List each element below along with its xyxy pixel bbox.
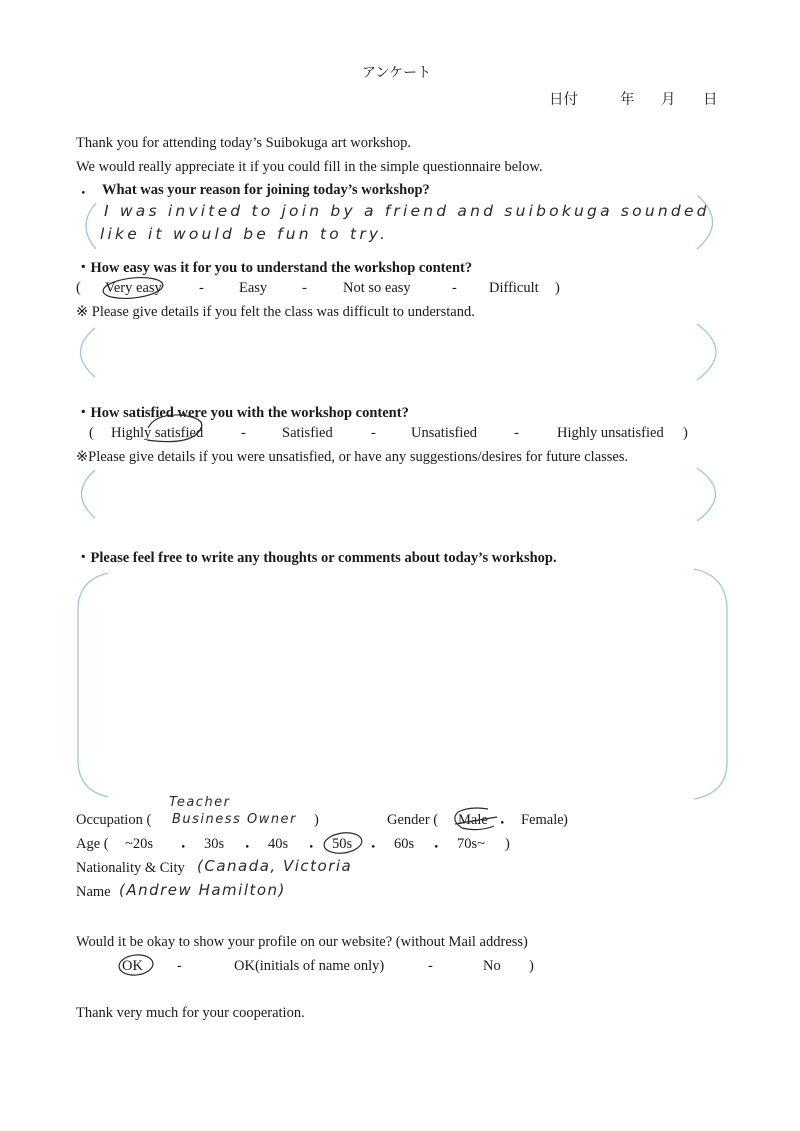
q2-option-easy[interactable]: Easy [239,280,268,296]
occupation-label: Occupation ( [76,812,152,828]
form-title: アンケート [362,66,432,81]
website-option-no[interactable]: No [483,958,501,974]
q4-left-bracket [78,573,108,797]
website-selected-circle [118,953,154,976]
intro-line-2: We would really appreciate it if you could fill in the simple questionnaire below. [76,159,543,175]
age-dot: ・ [240,840,255,856]
gender-dot: ・ [495,816,510,832]
gender-label: Gender ( [387,812,439,828]
q3-open-paren: ( [89,425,94,441]
age-dot: ・ [304,840,319,856]
website-separator: - [177,958,182,974]
q2-option-difficult[interactable]: Difficult [489,280,539,296]
gender-option-female[interactable]: Female [521,812,564,828]
gender-option-male[interactable]: Male [458,812,488,828]
occupation-answer-line-2[interactable]: Business Owner [172,812,297,827]
website-close-paren: ) [529,958,534,974]
q3-option-highly-satisfied[interactable]: Highly satisfied [111,425,204,441]
q3-separator: - [241,425,246,441]
q2-separator: - [452,280,457,296]
age-close-paren: ) [505,836,510,852]
age-label: Age ( [76,836,109,852]
q1-left-bracket [86,203,96,249]
q3-separator: - [371,425,376,441]
q2-note: ※ Please give details if you felt the class was difficult to understand. [76,304,475,320]
q2-question: ・How easy was it for you to understand the workshop content? [76,260,473,276]
q2-right-bracket [697,324,716,380]
q3-close-paren: ) [683,425,688,441]
q2-close-paren: ) [555,280,560,296]
q3-right-bracket [697,468,716,521]
age-option-50s[interactable]: 50s [332,836,353,852]
nationality-answer[interactable]: (Canada, Victoria [197,857,353,875]
q3-option-unsatisfied[interactable]: Unsatisfied [411,425,478,441]
occupation-answer-line-1[interactable]: Teacher [169,795,231,810]
q3-option-satisfied[interactable]: Satisfied [282,425,333,441]
age-dot: ・ [429,840,444,856]
age-option-40s[interactable]: 40s [268,836,289,852]
q3-selected-circle [147,415,202,442]
nationality-label: Nationality & City [76,860,185,876]
q3-option-highly-unsatisfied[interactable]: Highly unsatisfied [557,425,664,441]
q3-left-bracket [82,470,96,518]
name-answer[interactable]: (Andrew Hamilton) [119,881,286,899]
q1-question: What was your reason for joining today’s workshop? [102,182,430,198]
name-label: Name [76,884,111,900]
footer-thanks: Thank very much for your cooperation. [76,1005,305,1021]
q1-bullet: ・ [76,186,91,202]
male-strike [455,817,497,824]
q2-option-very-easy[interactable]: Very easy [105,280,162,296]
website-question: Would it be okay to show your profile on our website? (without Mail address) [76,934,528,950]
website-option-initials[interactable]: OK(initials of name only) [234,958,385,974]
q2-separator: - [199,280,204,296]
day-label: 日 [703,92,718,108]
q1-right-bracket [697,195,713,249]
intro-line-1: Thank you for attending today’s Suibokuga art workshop. [76,135,412,151]
year-label: 年 [620,92,635,108]
occupation-close-paren: ) [314,812,319,828]
age-option-60s[interactable]: 60s [394,836,415,852]
age-option-70s[interactable]: 70s~ [457,836,485,852]
q1-answer-line-2[interactable]: like it would be fun to try. [100,225,389,243]
age-dot: ・ [176,840,191,856]
age-dot: ・ [366,840,381,856]
gender-close-paren: ) [563,812,568,828]
q4-right-bracket [694,569,727,799]
q1-answer-line-1[interactable]: I was invited to join by a friend and suibokuga sounded [104,202,710,220]
q3-question: ・How satisfied were you with the workshop content? [76,405,409,421]
q2-option-not-so-easy[interactable]: Not so easy [343,280,411,296]
age-selected-circle [323,830,363,855]
q2-selected-circle [102,275,164,301]
date-label: 日付 [549,92,578,108]
age-option-30s[interactable]: 30s [204,836,225,852]
website-option-ok[interactable]: OK [122,958,143,974]
q3-note: ※Please give details if you were unsatisfied, or have any suggestions/desires for future classes. [76,449,629,465]
q2-separator: - [302,280,307,296]
website-separator: - [428,958,433,974]
q3-separator: - [514,425,519,441]
month-label: 月 [661,92,676,108]
q2-open-paren: ( [76,280,81,296]
q4-question: ・Please feel free to write any thoughts or comments about today’s workshop. [76,550,557,566]
q2-left-bracket [81,328,96,377]
age-option-20s[interactable]: ~20s [125,836,153,852]
